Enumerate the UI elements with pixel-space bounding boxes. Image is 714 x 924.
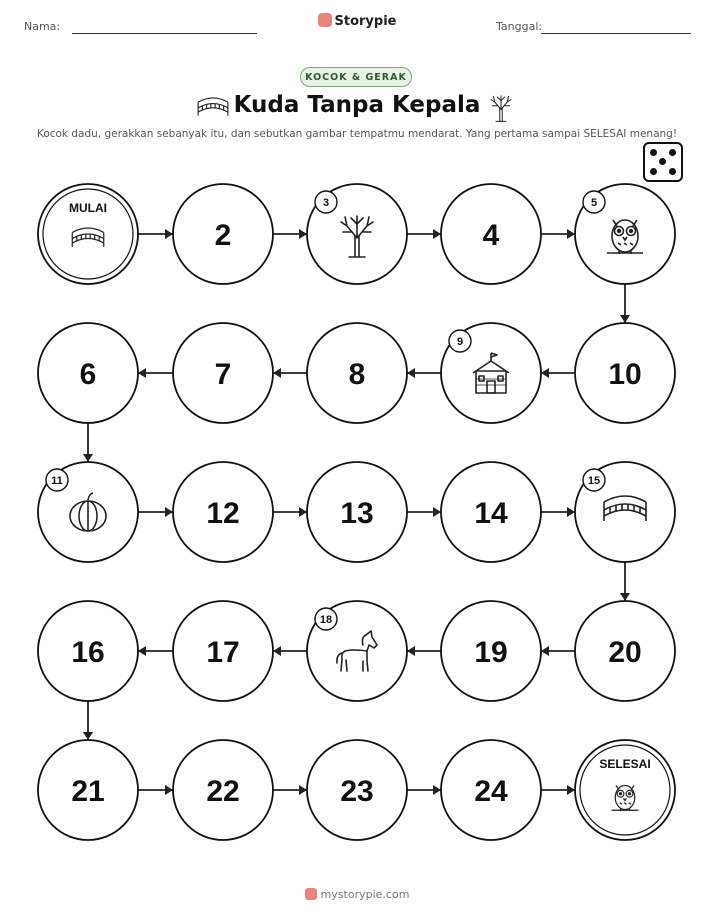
board-space-13	[307, 462, 407, 562]
space-number: 23	[340, 775, 374, 808]
board-space-21	[38, 740, 138, 840]
board-space-15	[575, 462, 675, 562]
path-arrow	[83, 701, 93, 740]
space-number: 24	[474, 775, 508, 808]
board-space-10	[575, 323, 675, 423]
board-space-9	[441, 323, 541, 423]
board-space-14	[441, 462, 541, 562]
path-arrow	[541, 229, 575, 239]
path-arrow	[138, 507, 173, 517]
path-arrow	[620, 284, 630, 323]
board-space-8	[307, 323, 407, 423]
board-space-23	[307, 740, 407, 840]
board-space-22	[173, 740, 273, 840]
board-space-17	[173, 601, 273, 701]
board-space-mulai	[38, 184, 138, 284]
path-arrow	[541, 646, 575, 656]
page-title: Kuda Tanpa Kepala	[233, 92, 481, 118]
space-number: 13	[340, 497, 374, 530]
date-label: Tanggal:	[496, 20, 543, 33]
board-space-6	[38, 323, 138, 423]
name-label: Nama:	[24, 20, 61, 33]
path-arrow	[273, 507, 307, 517]
path-arrow	[407, 646, 441, 656]
board-space-5	[575, 184, 675, 284]
path-arrow	[83, 423, 93, 462]
space-number: 17	[206, 636, 240, 669]
space-number: 12	[206, 497, 240, 530]
storypie-logo-icon	[305, 888, 317, 900]
space-number-badge: 15	[587, 475, 601, 487]
space-number-badge: 9	[456, 336, 464, 348]
instructions: Kocok dadu, gerakkan sebanyak itu, dan sebutkan gambar tempatmu mendarat. Yang pertama sampai SELESAI menang!	[36, 128, 678, 140]
board-space-19	[441, 601, 541, 701]
category-badge: KOCOK & GERAK	[300, 67, 412, 87]
path-arrow	[407, 229, 441, 239]
footer	[0, 888, 714, 901]
space-number: 14	[474, 497, 508, 530]
space-number-badge: 3	[322, 197, 330, 209]
space-number: 20	[608, 636, 642, 669]
board-space-12	[173, 462, 273, 562]
board-space-2	[173, 184, 273, 284]
path-arrow	[273, 368, 307, 378]
space-number: 16	[71, 636, 105, 669]
board-space-4	[441, 184, 541, 284]
path-arrow	[138, 368, 173, 378]
space-number: 19	[474, 636, 508, 669]
path-arrow	[541, 507, 575, 517]
path-arrow	[407, 507, 441, 517]
space-number: 22	[206, 775, 240, 808]
board-space-20	[575, 601, 675, 701]
board-space-24	[441, 740, 541, 840]
board-space-18	[307, 601, 407, 701]
space-number-badge: 18	[319, 614, 333, 626]
space-number: 21	[71, 775, 105, 808]
space-number: 4	[482, 219, 500, 252]
brand-name: Storypie	[334, 14, 397, 29]
path-arrow	[273, 229, 307, 239]
path-arrow	[541, 785, 575, 795]
board-space-selesai	[575, 740, 675, 840]
space-number: 8	[348, 358, 366, 391]
space-number-badge: 11	[51, 475, 63, 487]
board-space-11	[38, 462, 138, 562]
path-arrow	[620, 562, 630, 601]
space-number: 7	[214, 358, 232, 391]
path-arrow	[138, 646, 173, 656]
space-label: SELESAI	[599, 757, 651, 771]
space-number: 10	[608, 358, 642, 391]
space-label: MULAI	[69, 201, 107, 215]
path-arrow	[541, 368, 575, 378]
path-arrow	[407, 785, 441, 795]
path-arrow	[273, 785, 307, 795]
space-number-badge: 5	[590, 197, 598, 209]
path-arrow	[407, 368, 441, 378]
path-arrow	[138, 229, 173, 239]
space-number: 2	[214, 219, 232, 252]
board-space-3	[307, 184, 407, 284]
path-arrow	[273, 646, 307, 656]
space-number: 6	[79, 358, 97, 391]
board-space-16	[38, 601, 138, 701]
path-arrow	[138, 785, 173, 795]
footer-url: mystorypie.com	[320, 888, 410, 901]
board-space-7	[173, 323, 273, 423]
